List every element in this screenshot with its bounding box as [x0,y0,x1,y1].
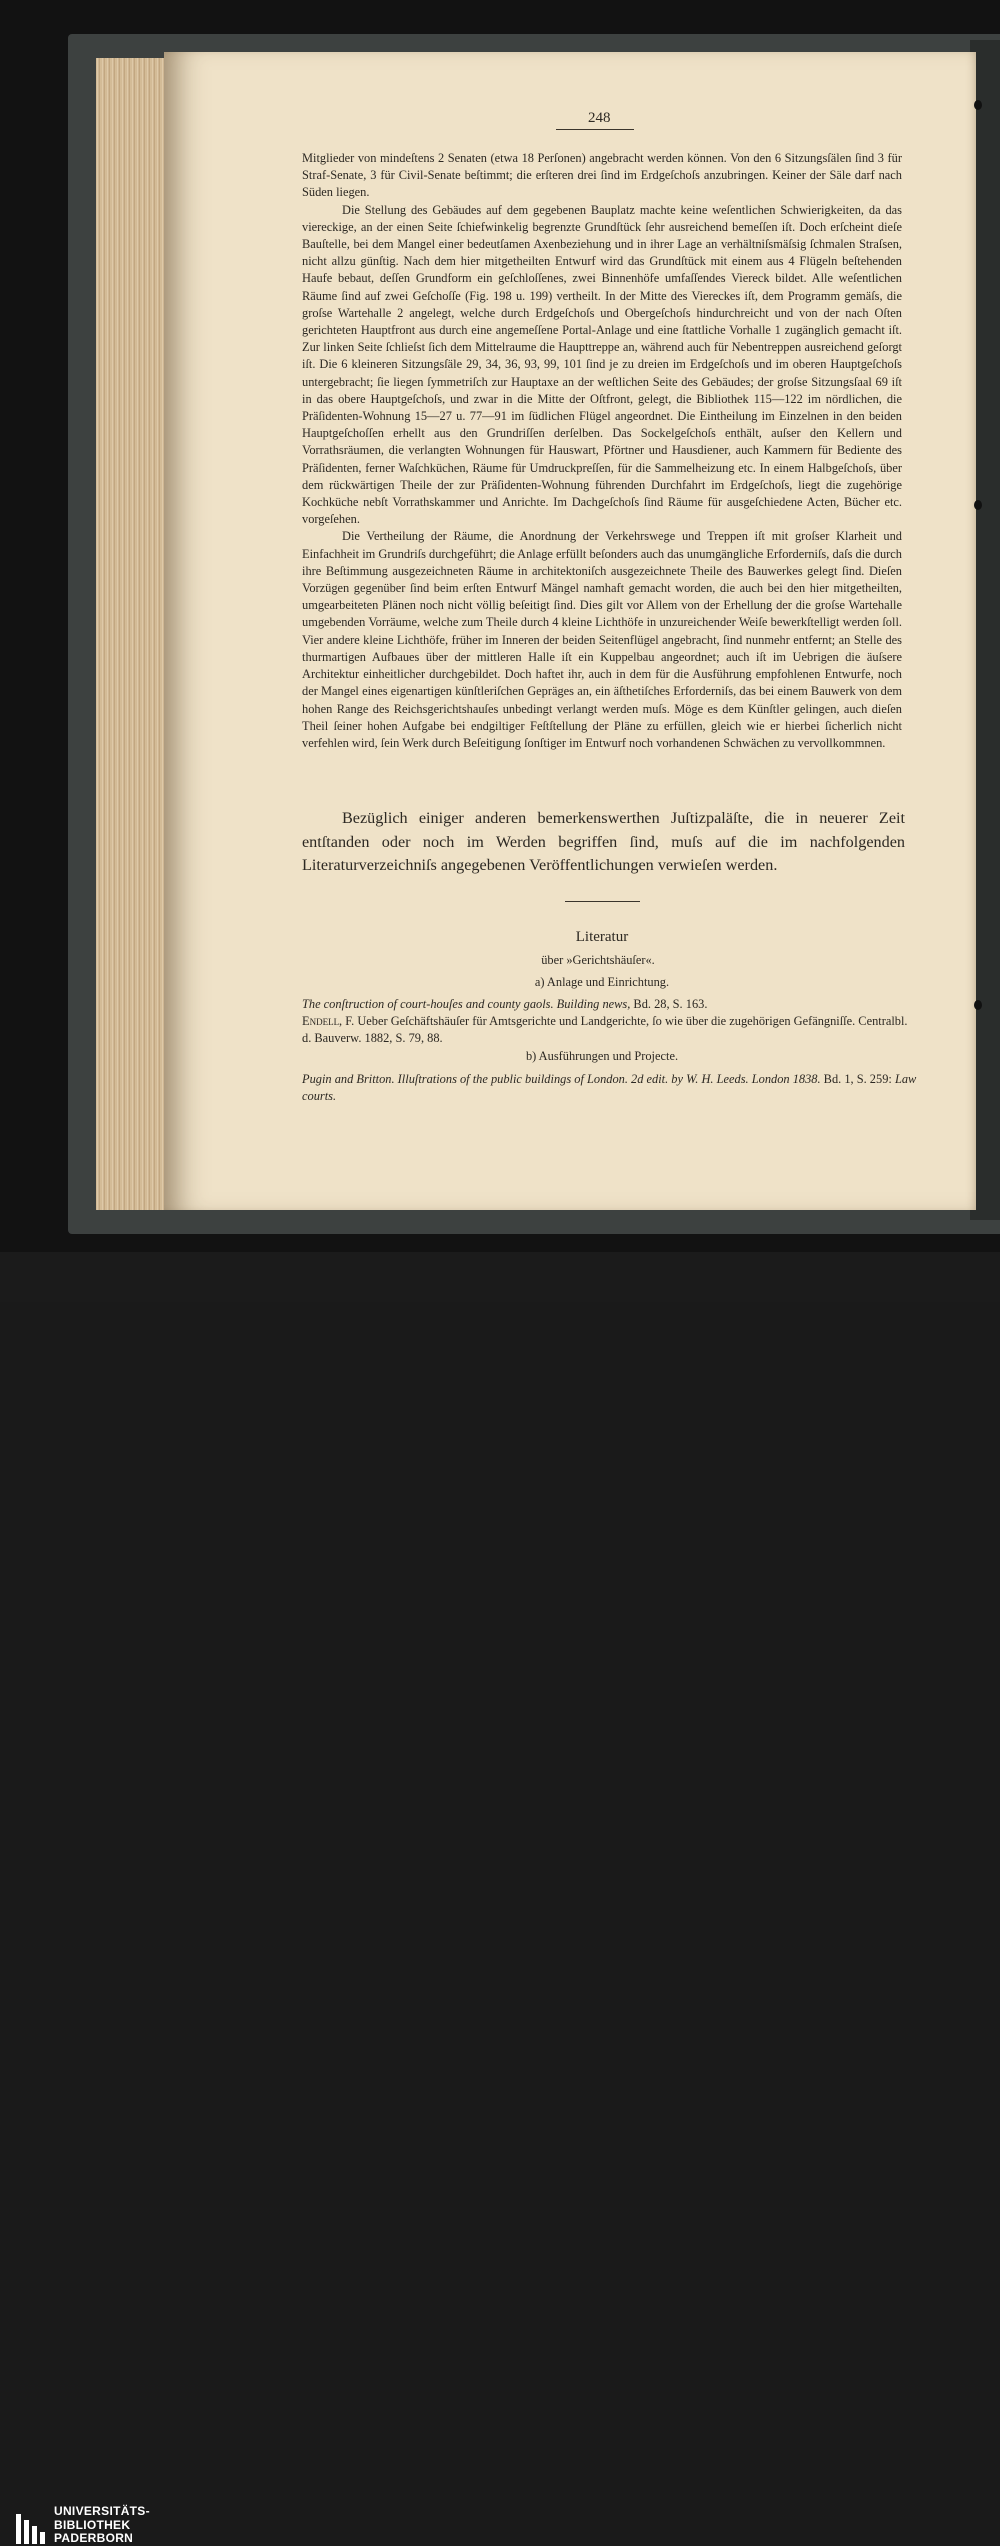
clip-mark [974,1000,982,1010]
entry-author: Endell, F. [302,1014,355,1028]
literature-section-a: a) Anlage und Einrichtung. [534,975,670,989]
entry-subject: Law courts. [302,1072,917,1103]
closing-paragraph: Bezüglich einiger anderen bemerkenswerthen Juſtizpaläſte, die in neuerer Zeit entſtanden oder noch im Werden begriffen ſind, muſs auf die im nachfolgenden Literaturverzeichniſs angegebenen Veröffentlichungen verwieſen werden. [302,809,905,875]
entry-details: Ueber Geſchäftshäuſer für Amtsgerichte und Landgerichte, ſo wie über die zugehörigen Gefängniſſe. Centralbl. d. Bauverw. 1882, S. 79, 88. [302,1014,908,1045]
entry-details: Bd. 28, S. 163. [630,997,708,1011]
literature-subheading: über »Gerichtshäuſer«. [541,953,655,967]
scanned-book-photo [0,0,1000,1252]
paragraph: Die Vertheilung der Räume, die Anordnung der Verkehrswege und Treppen iſt mit groſser Klarheit und Einfachheit im Grundriſs durchgeführt; die Anlage erfüllt beſonders auch das unumgängliche Erforderniſs, daſs die durch ihre Beſtimmung ausgezeichneten Räume in architektoniſch ausgezeichnete Theile des Bauwerkes gelegt ſind. Dieſen Vorzügen gegenüber ſind beim erſten Entwurf Mängel namhaft gemacht worden, die auch bei den hier mitgetheilten, umgearbeiteten Plänen noch nicht völlig beſeitigt ſind. Dies gilt vor Allem von der Erhellung der die groſse Wartehalle umgebenden Vorräume, welche zum Theile durch 4 kleine Lichthöfe in unzureichender Weiſe bewerkſtelligt werden ſoll. Vier andere kleine Lichthöfe, früher im Inneren der beiden Seitenflügel angebracht, ſind nunmehr entfernt; an Stelle des thurmartigen Aufbaues über der mittleren Halle iſt ein Kuppelbau angeordnet; auch iſt im Uebrigen die äuſsere Architektur einheitlicher durchgebildet. Doch haftet ihr, auch in dem für die Ausführung empfohlenen Entwurfe, noch der Mangel eines eigenartigen künſtleriſchen Gepräges an, ein äſthetiſches Erforderniſs, das bei einem Bauwerk von dem hohen Range des Reichsgerichtshauſes unbedingt verlangt werden muſs. Möge es dem Künſtler gelingen, auch dieſen Theil ſeiner hohen Aufgabe bei endgiltiger Feſtſtellung der Pläne zu erfüllen, gleich wie er hierbei ſicherlich nicht verfehlen wird, ſein Werk durch Beſeitigung ſonſtiger im Entwurf noch vorhandenen Schwächen zu vervollkommnen. [302,529,902,750]
page-stack-edge [96,58,170,1210]
library-name-line: UNIVERSITÄTS- [54,2504,150,2518]
library-name-line: BIBLIOTHEK [54,2517,131,2532]
literature-entry [302,1013,908,1047]
library-name-line: PADERBORN [54,2531,134,2545]
literature-heading: Literatur [575,929,629,945]
body-text [302,150,902,752]
entry-title: Pugin and Britton. Illuſtrations of the public buildings of London. 2d edit. by W. H. Leeds. London 1838. [302,1072,821,1086]
entry-title: The conſtruction of court-houſes and county gaols. Building news, [302,997,631,1011]
library-logo-icon [16,2514,48,2544]
page-number: 248 [588,110,611,126]
clip-mark [974,100,982,110]
library-name [54,2505,150,2546]
paragraph: Mitglieder von mindeſtens 2 Senaten (etwa 18 Perſonen) angebracht werden können. Von den 6 Sitzungsſälen ſind 3 für Straf-Senate, 3 für Civil-Senate beſtimmt; die erſteren drei ſind im Erdgeſchoſs anzubringen. Keiner der Säle darf nach Süden liegen. [302,151,902,200]
literature-section-b: b) Ausführungen und Projecte. [525,1049,679,1063]
entry-details: Bd. 1, S. 259: [820,1072,895,1086]
paragraph: Die Stellung des Gebäudes auf dem gegebenen Bauplatz machte keine weſentlichen Schwierigkeiten, da das viereckige, an der einen Seite ſchiefwinkelig begrenzte Grundſtück ſehr ausreichend bemeſſen iſt. Doch erſcheint dieſe Bauſtelle, bei dem Mangel einer bedeutſamen Axenbeziehung und in ihrer Lage an verhältniſsmäſsig ſchmalen Straſsen, nicht allzu günſtig. Nach dem hier mitgetheilten Entwurf wird das Grundſtück mit einem aus 4 Flügeln beſtehenden Haufe bebaut, deſſen Grundform ein geſchloſſenes, zwei Binnenhöfe umfaſſendes Viereck bildet. Alle weſentlichen Räume ſind auf zwei Geſchoſſe (Fig. 198 u. 199) vertheilt. In der Mitte des Viereckes iſt, dem Programm gemäſs, die groſse Wartehalle 2 angelegt, welche durch Erdgeſchoſs und Obergeſchoſs hindurchreicht und von der nach Oſten gerichteten Hauptfront aus durch eine angemeſſene Portal-Anlage und eine ſtattliche Vorhalle 1 zugänglich gemacht iſt. Zur linken Seite ſchlieſst ſich dem Mittelraume die Haupttreppe an, während auch für Nebentreppen ausreichend geſorgt iſt. Die 6 kleineren Sitzungsſäle 29, 34, 36, 93, 99, 101 ſind je zu dreien im Erdgeſchoſs und im oberen Hauptgeſchoſs untergebracht; ſie liegen ſymmetriſch zur Hauptaxe an der weſtlichen Seite des Gebäudes; der groſse Sitzungsſaal 69 iſt in das obere Hauptgeſchoſs, und zwar in die Mitte der Oſtfront, gelegt, die Bibliothek 115—122 im nördlichen, die Präſidenten-Wohnung 15—27 u. 77—91 im ſüdlichen Flügel angeordnet. Die Eintheilung im Einzelnen in den beiden Hauptgeſchoſſen erhellt aus den Grundriſſen derſelben. Das Sockelgeſchoſs enthält, auſser den Kellern und Vorrathsräumen, die verlangten Wohnungen für Hauswart, Pförtner und Hausdiener, auch Kammern für Bediente des Präſidenten, ferner Waſchküchen, Räume für Umdruckpreſſen, für die Sammelheizung etc. In einem Halbgeſchoſs, über dem rückwärtigen Theile der zur Präſidenten-Wohnung führenden Durchfahrt im Erdgeſchoſs, liegt die zugehörige Kochküche nebſt Vorrathskammer und Anrichte. Im Dachgeſchoſs ſind Räume für ausgeſchiedene Acten, Bücher etc. vorgeſehen. [302,202,902,527]
clip-mark [974,500,982,510]
section-divider [565,901,640,902]
library-footer [0,1252,1000,2545]
page-number-rule [556,129,634,130]
literature-entry [302,996,922,1013]
literature-entry [302,1071,918,1105]
